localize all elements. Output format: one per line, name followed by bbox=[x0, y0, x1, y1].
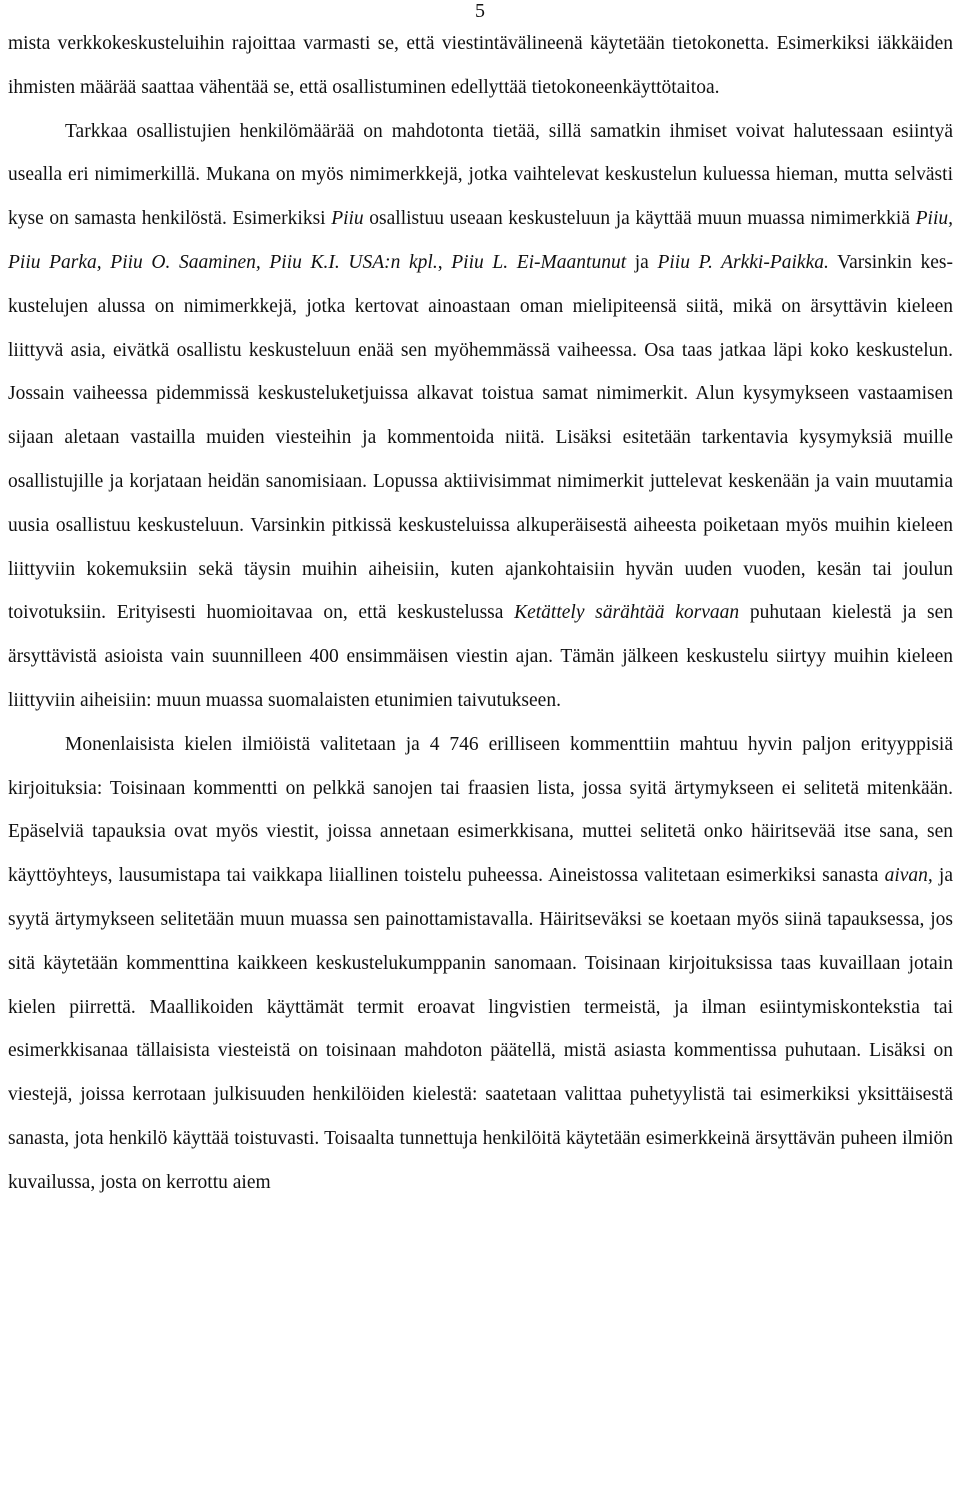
text-run: , bbox=[437, 251, 452, 273]
text-run: Monenlaisista kielen ilmiöistä valitetaan ja 4 746 erilliseen kommenttiin mahtuu hyvin paljon erityyppisiä kirjoituksia: Toisinaan kommentti on pelkkä sanojen tai fraasien lista, jossa syitä ärtymykseen ei selitetä mitenkään. Epäselviä tapauksia ovat myös viestit, joissa annetaan esimerkkisana, muttei selitetä onko häiritsevää itse sana, sen käyttöyhteys, lausumistapa tai vaikkapa liiallinen toistelu puheessa. Aineistossa valitetaan esimerkiksi sanasta bbox=[8, 733, 953, 887]
text-run: Varsinkin keskustelujen alussa on nimimerkkejä, jotka kertovat ainoastaan oman mielipiteensä siitä, mikä on ärsyttävin kieleen liittyvä asia, eivätkä osallistu keskusteluun enää sen myöhemmässä vaiheessa. Osa taas jatkaa läpi koko keskustelun. Jossain vaiheessa pidemmissä keskusteluketjuissa alkavat toistua samat nimimerkit. Alun kysymykseen vastaamisen sijaan aletaan vastailla muiden viesteihin ja kommentoida niitä. Lisäksi esitetään tarkentavia kysymyksiä muille osallistujille ja korjataan heidän sanomisiaan. Lopussa aktiivisimmat nimimerkit juttelevat keskenään ja vain muutamia uusia osallistuu keskusteluun. Varsinkin pitkissä keskusteluissa alkuperäisestä aiheesta poiketaan myös muihin kieleen liittyviin kokemuksiin sekä täysin muihin aiheisiin, kuten ajankohtaisiin hyvän uuden vuoden, kesän tai joulun toivotuksiin. Erityisesti huomioitavaa on, että keskustelussa bbox=[8, 251, 954, 624]
italic-text: Piiu P. Arkki-Paikka. bbox=[657, 251, 829, 273]
italic-text: Ketättely särähtää korvaan bbox=[514, 602, 740, 624]
text-run: ja bbox=[626, 251, 658, 273]
paragraph bbox=[8, 22, 953, 110]
italic-text: aivan, bbox=[884, 865, 933, 887]
italic-text: Piiu, Piiu Parka, Piiu O. Saaminen, Piiu K.I. USA:n kpl. bbox=[8, 208, 953, 273]
italic-text: Piiu bbox=[331, 208, 364, 230]
text-run: mista verkkokeskusteluihin rajoittaa varmasti se, että viestintävälineenä käytetään tietokonetta. Esimerkiksi iäkkäiden ihmisten määrää saattaa vähentää se, että osallistuminen edellyttää tietokoneenkäyttötaitoa. bbox=[8, 33, 953, 98]
body-text bbox=[8, 22, 953, 1205]
page-number: 5 bbox=[475, 0, 485, 22]
text-run: Tarkkaa osallistujien henkilömäärää on mahdotonta tietää, sillä samatkin ihmiset voivat halutessaan esiintyä usealla eri nimimerkillä. Mukana on myös nimimerkkejä, jotka vaihtelevat keskustelun kuluessa hieman, mutta selvästi kyse on samasta henkilöstä. Esimerkiksi bbox=[8, 120, 953, 230]
paragraph bbox=[8, 723, 953, 1205]
text-run: ja syytä ärtymykseen selitetään muun muassa sen painottamistavalla. Häiritseväksi se koetaan myös siinä tapauksessa, jos sitä käytetään kommenttina kaikkeen keskustelukumppanin sanomaan. Toisinaan kirjoituksissa taas kuvaillaan jotain kielen piirrettä. Maallikoiden käyttämät termit eroavat lingvistien termeistä, ja ilman esiintymiskontekstia tai esimerkkisanaa tällaisista viesteistä on toisinaan mahdoton päätellä, mistä asiasta kommentissa puhutaan. Lisäksi on viestejä, joissa kerrotaan julkisuuden henkilöiden kielestä: saatetaan valittaa puhetyylistä tai esimerkiksi yksittäisestä sanasta, jota henkilö käyttää toistuvasti. Toisaalta tunnettuja henkilöitä käytetään esimerkkeinä ärsyttävän puheen ilmiön kuvailussa, josta on kerrottu aiem bbox=[8, 865, 953, 1193]
paragraph bbox=[8, 110, 953, 723]
text-run: osallistuu useaan keskusteluun ja käyttää muun muassa nimimerkkiä bbox=[363, 208, 916, 230]
italic-text: Piiu L. Ei-Maantunut bbox=[451, 251, 627, 273]
text-run: puhutaan kielestä ja sen ärsyttävistä asioista vain suunnilleen 400 ensimmäisen viestin ajan. Tämän jälkeen keskustelu siirtyy muihin kieleen liittyviin aiheisiin: muun muassa suomalaisten etunimien taivutukseen. bbox=[8, 602, 953, 711]
